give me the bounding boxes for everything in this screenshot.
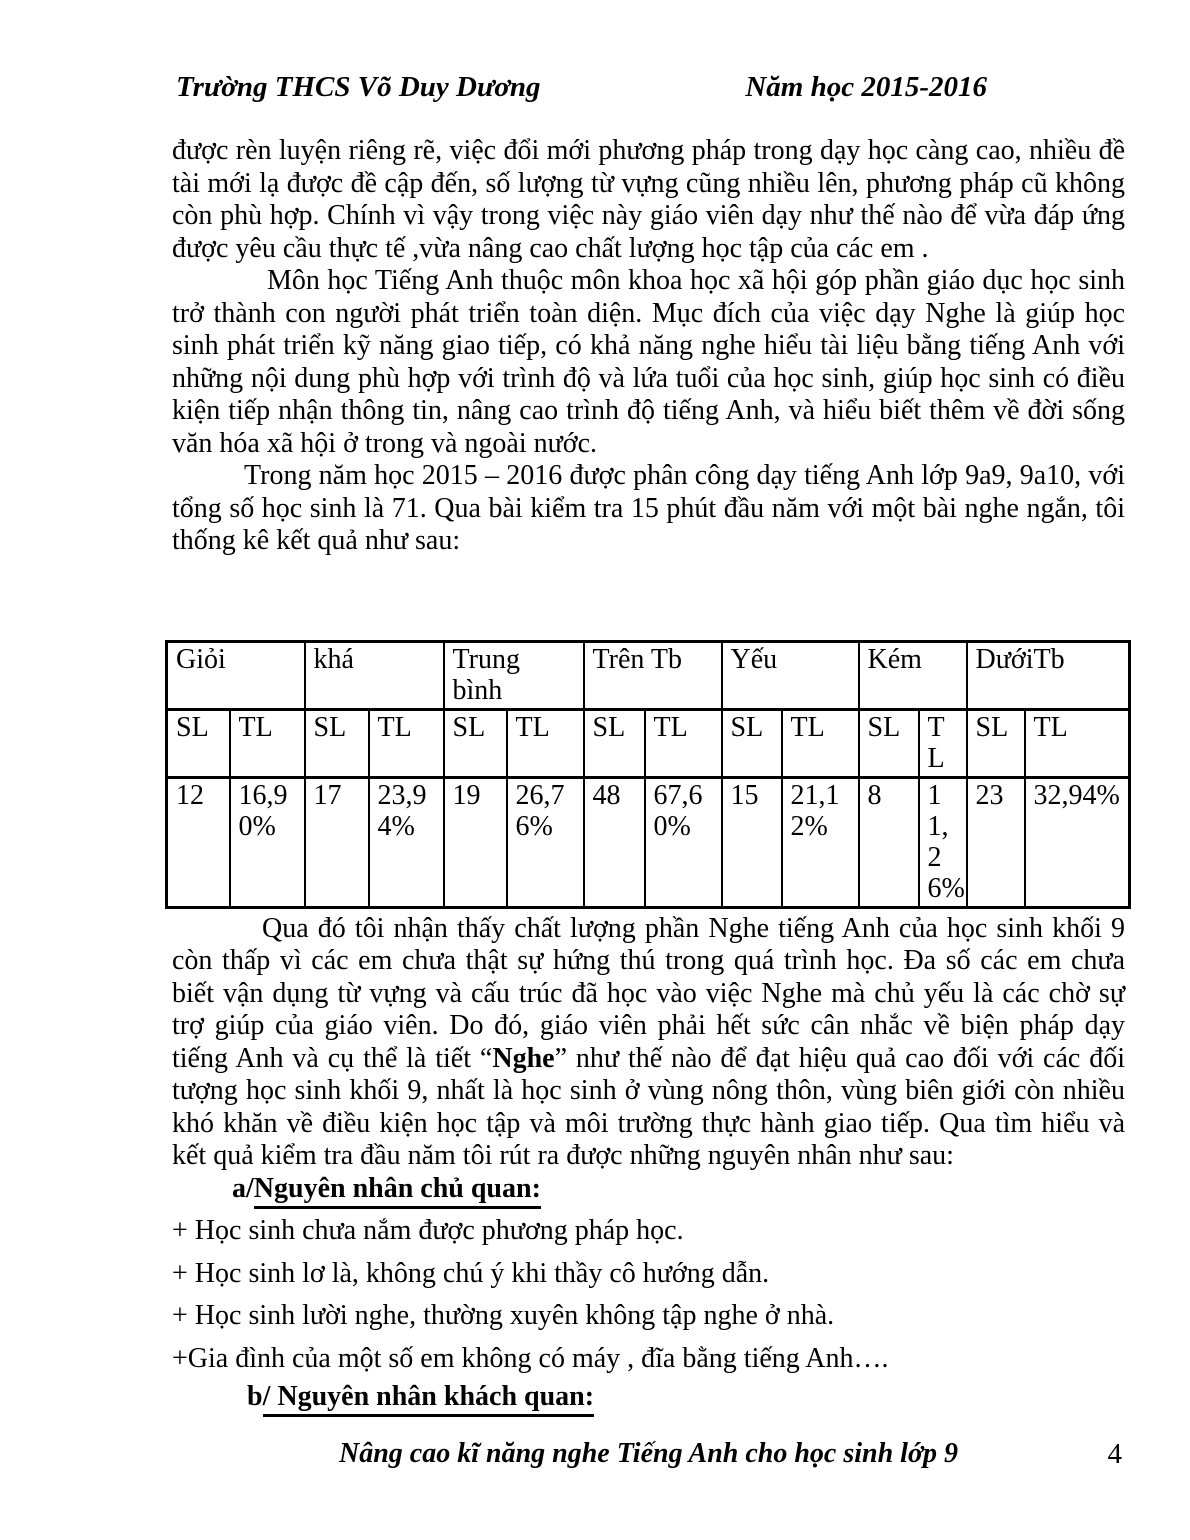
table-subheader-10: TL [782, 709, 859, 777]
table-body [167, 777, 1130, 907]
table-subheader-13: SL [967, 709, 1025, 777]
table-category-3: Trung bình [444, 641, 584, 709]
table-category-6: Kém [859, 641, 967, 709]
heading-b-prefix: b [247, 1381, 263, 1412]
document-body [172, 135, 1125, 1414]
bullet-item-3: + Học sinh lười nghe, thường xuyên không tập nghe ở nhà. [172, 1300, 835, 1331]
table-cell-14: 32,94% [1025, 777, 1130, 907]
table-cell-3: 17 [305, 777, 369, 907]
table-cell-4: 23,94% [369, 777, 444, 907]
table-subheader-2: TL [230, 709, 305, 777]
bullet-item-1: + Học sinh chưa nắm được phương pháp học. [172, 1215, 684, 1246]
heading-a [232, 1173, 1125, 1206]
table-category-4: Trên Tb [584, 641, 722, 709]
paragraph-3: Trong năm học 2015 – 2016 được phân công dạy tiếng Anh lớp 9a9, 9a10, với tổng số học sinh là 71. Qua bài kiểm tra 15 phút đầu năm với một bài nghe ngắn, tôi thống kê kết quả như sau: [172, 460, 1125, 556]
table-cell-11: 8 [859, 777, 919, 907]
paragraph-4-start: Qua đó tôi nhận thấy chất lượng phần Nghe tiếng Anh của học sinh khối 9 còn thấp vì các em chưa thật sự hứng thú trong quá trình học. Đa số các em chưa biết vận dụng từ vựng và cấu trúc đã học vào việc Nghe mà chủ yếu là các chờ sự trợ giúp của giáo viên. Do đó, giáo viên phải hết sức cân nhắc về biện pháp dạy tiếng Anh và cụ thể là tiết “ [172, 912, 1125, 1074]
school-year: Năm học 2015-2016 [745, 71, 987, 103]
table-subheader-12: TL [919, 709, 967, 777]
table-subheader-14: TL [1025, 709, 1130, 777]
table-subheader-9: SL [722, 709, 782, 777]
bullet-item-2: + Học sinh lơ là, không chú ý khi thầy cô hướng dẫn. [172, 1257, 770, 1289]
paragraph-4 [172, 913, 1125, 1173]
table-subheader-3: SL [305, 709, 369, 777]
table-cell-12: 11,26% [919, 777, 967, 907]
table-cell-8: 67,60% [645, 777, 722, 907]
table-subheader-8: TL [645, 709, 722, 777]
table-cell-2: 16,90% [230, 777, 305, 907]
table-cell-9: 15 [722, 777, 782, 907]
table-subheader-6: TL [507, 709, 584, 777]
paragraph-4-end: ” như thế nào để đạt hiệu quả cao đối với các đối tượng học sinh khối 9, nhất là học sinh ở vùng nông thôn, vùng biên giới còn nhiều khó khăn về điều kiện học tập và môi trường thực hành giao tiếp. Qua tìm hiểu và kết quả kiểm tra đầu năm tôi rút ra được những nguyên nhân như sau: [172, 1042, 1126, 1171]
table-cell-5: 19 [444, 777, 507, 907]
table-cell-7: 48 [584, 777, 645, 907]
table-category-row [167, 641, 1130, 709]
table-category-7: DướiTb [967, 641, 1130, 709]
table-subheader-4: TL [369, 709, 444, 777]
table-cell-10: 21,12% [782, 777, 859, 907]
page-number: 4 [1107, 1438, 1122, 1470]
table-subheader-row [167, 709, 1130, 777]
table-cell-6: 26,76% [507, 777, 584, 907]
table-subheader-11: SL [859, 709, 919, 777]
table-category-5: Yếu [722, 641, 859, 709]
heading-b-title: / Nguyên nhân khách quan: [263, 1381, 594, 1417]
table-cell-13: 23 [967, 777, 1025, 907]
table-cell-1: 12 [167, 777, 230, 907]
footer-title: Nâng cao kĩ năng nghe Tiếng Anh cho học sinh lớp 9 [339, 1438, 958, 1469]
heading-a-title: Nguyên nhân chủ quan: [254, 1173, 541, 1209]
results-table [165, 640, 1131, 909]
paragraph-1: được rèn luyện riêng rẽ, việc đổi mới phương pháp trong dạy học càng cao, nhiều đề tài mới lạ được đề cập đến, số lượng từ vựng cũng nhiều lên, phương pháp cũ không còn phù hợp. Chính vì vậy trong việc này giáo viên dạy như thế nào để vừa đáp ứng được yêu cầu thực tế ,vừa nâng cao chất lượng học tập của các em . [172, 135, 1125, 264]
table-subheader-5: SL [444, 709, 507, 777]
table-subheader-1: SL [167, 709, 230, 777]
table-subheader-7: SL [584, 709, 645, 777]
table-row [167, 777, 1130, 907]
heading-b [247, 1381, 1125, 1414]
table-category-1: Giỏi [167, 641, 305, 709]
heading-a-prefix: a/ [232, 1172, 254, 1204]
bullet-item-4: +Gia đình của một số em không có máy , đĩa bằng tiếng Anh…. [172, 1342, 889, 1374]
paragraph-2: Môn học Tiếng Anh thuộc môn khoa học xã hội góp phần giáo dục học sinh trở thành con người phát triển toàn diện. Mục đích của việc dạy Nghe là giúp học sinh phát triển kỹ năng giao tiếp, có khả năng nghe hiểu tài liệu bằng tiếng Anh với những nội dung phù hợp với trình độ và lứa tuổi của học sinh, giúp học sinh có điều kiện tiếp nhận thông tin, nâng cao trình độ tiếng Anh, và hiểu biết thêm về đời sống văn hóa xã hội ở trong và ngoài nước. [172, 265, 1125, 459]
paragraph-4-bold-term: Nghe [492, 1042, 555, 1074]
page-header [176, 70, 1125, 104]
school-name: Trường THCS Võ Duy Dương [176, 71, 541, 103]
table-category-2: khá [305, 641, 444, 709]
